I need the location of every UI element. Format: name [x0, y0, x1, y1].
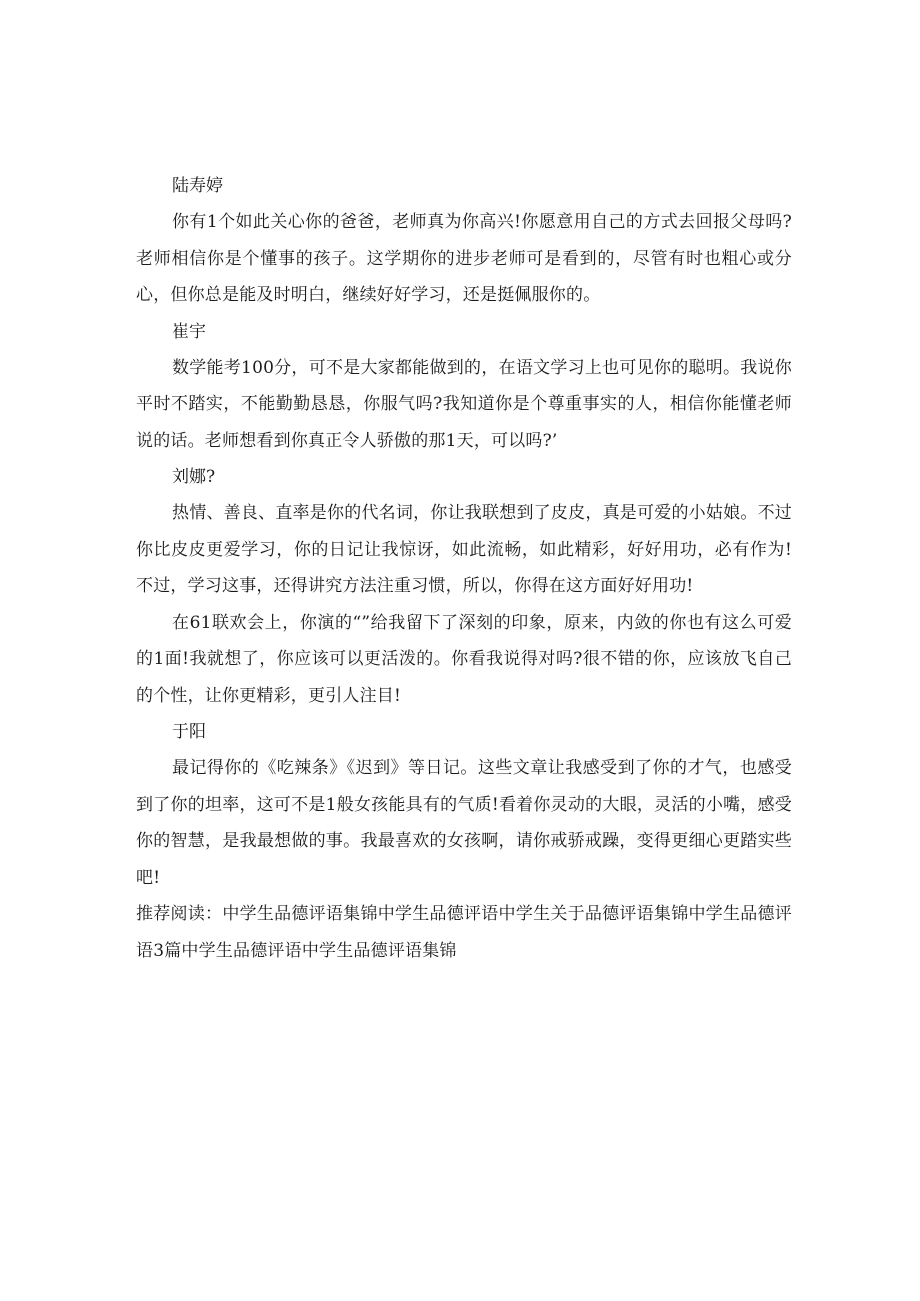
- comment-paragraph: 最记得你的《吃辣条》《迟到》等日记。这些文章让我感受到了你的才气，也感受到了你的坦率，这可不是1般女孩能具有的气质!看着你灵动的大眼，灵活的小嘴，感受你的智慧，是我最想做的事。我最喜欢的女孩啊，请你戒骄戒躁，变得更细心更踏实些吧!: [136, 758, 792, 888]
- comment-paragraph: 热情、善良、直率是你的代名词，你让我联想到了皮皮，真是可爱的小姑娘。不过你比皮皮更爱学习，你的日记让我惊讶，如此流畅，如此精彩，好好用功，必有作为!不过，学习这事，还得讲究方法注重习惯，所以，你得在这方面好好用功!: [136, 503, 792, 596]
- comment-paragraph: 数学能考100分，可不是大家都能做到的，在语文学习上也可见你的聪明。我说你平时不踏实，不能勤勤恳恳，你服气吗?我知道你是个尊重事实的人，相信你能懂老师说的话。老师想看到你真正令人骄傲的那1天，可以吗?’: [136, 357, 792, 451]
- recommended-reading: 推荐阅读：中学生品德评语集锦中学生品德评语中学生关于品德评语集锦中学生品德评语3篇中学生品德评语中学生品德评语集锦: [136, 904, 792, 961]
- document-body: [136, 168, 792, 969]
- comment-paragraph: 你有1个如此关心你的爸爸，老师真为你高兴!你愿意用自己的方式去回报父母吗?老师相信你是个懂事的孩子。这学期你的进步老师可是看到的，尽管有时也粗心或分心，但你总是能及时明白，继续好好学习，还是挺佩服你的。: [136, 212, 792, 305]
- student-name: 崔宇: [172, 321, 206, 342]
- student-name: 刘娜?: [172, 467, 216, 487]
- student-name: 陆寿婷: [172, 176, 223, 196]
- student-name: 于阳: [172, 722, 206, 742]
- comment-paragraph: 在61联欢会上，你演的“”给我留下了深刻的印象，原来，内敛的你也有这么可爱的1面!我就想了，你应该可以更活泼的。你看我说得对吗?很不错的你，应该放飞自己的个性，让你更精彩，更引人注目!: [136, 612, 792, 706]
